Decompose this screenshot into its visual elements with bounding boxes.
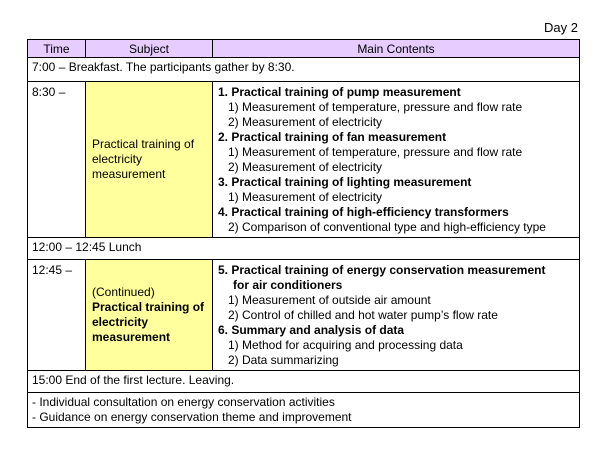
item-sub: 1) Measurement of outside air amount bbox=[228, 293, 431, 307]
item-sub: 1) Method for acquiring and processing data bbox=[228, 338, 463, 352]
breakfast-text: 7:00 – Breakfast. The participants gather by 8:30. bbox=[28, 58, 580, 82]
header-time: Time bbox=[28, 40, 86, 58]
item-sub: 2) Measurement of electricity bbox=[228, 115, 383, 129]
schedule-table bbox=[27, 39, 580, 428]
header-row bbox=[28, 40, 580, 58]
notes-cell bbox=[28, 393, 580, 428]
header-subject: Subject bbox=[86, 40, 213, 58]
item-heading: 6. Summary and analysis of data bbox=[218, 323, 405, 337]
note-line: - Individual consultation on energy conservation activities bbox=[32, 395, 335, 409]
session-1-contents bbox=[213, 82, 580, 238]
item-heading: 5. Practical training of energy conservation measurement bbox=[218, 263, 546, 277]
breakfast-row bbox=[28, 58, 580, 82]
session-2-subject-cell bbox=[86, 260, 213, 371]
item-sub: 2) Control of chilled and hot water pump’s flow rate bbox=[228, 308, 498, 322]
day-label: Day 2 bbox=[544, 20, 578, 35]
session-2-subject-prefix: (Continued) bbox=[92, 285, 155, 299]
item-heading: 1. Practical training of pump measurement bbox=[218, 85, 461, 99]
session-2-row bbox=[28, 260, 580, 371]
session-2-time: 12:45 – bbox=[28, 260, 86, 371]
item-sub: 2) Measurement of electricity bbox=[228, 160, 383, 174]
session-1-time: 8:30 – bbox=[28, 82, 86, 238]
session-1-row bbox=[28, 82, 580, 238]
session-1-subject: Practical training of electricity measurement bbox=[86, 82, 213, 238]
session-2-subject: Practical training of electricity measurement bbox=[92, 300, 205, 344]
item-sub: 2) Data summarizing bbox=[228, 353, 339, 367]
note-line: - Guidance on energy conservation theme and improvement bbox=[32, 410, 352, 424]
item-sub: 1) Measurement of electricity bbox=[228, 190, 383, 204]
item-sub: 2) Comparison of conventional type and high-efficiency type bbox=[228, 220, 546, 234]
item-heading-cont: for air conditioners bbox=[233, 278, 343, 292]
item-heading: 3. Practical training of lighting measurement bbox=[218, 175, 472, 189]
lunch-row bbox=[28, 238, 580, 260]
item-sub: 1) Measurement of temperature, pressure and flow rate bbox=[228, 145, 523, 159]
item-sub: 1) Measurement of temperature, pressure and flow rate bbox=[228, 100, 523, 114]
header-main-contents: Main Contents bbox=[213, 40, 580, 58]
session-2-contents bbox=[213, 260, 580, 371]
notes-row bbox=[28, 393, 580, 428]
item-heading: 4. Practical training of high-efficiency transformers bbox=[218, 205, 509, 219]
item-heading: 2. Practical training of fan measurement bbox=[218, 130, 447, 144]
end-text: 15:00 End of the first lecture. Leaving. bbox=[28, 371, 580, 393]
end-row bbox=[28, 371, 580, 393]
lunch-text: 12:00 – 12:45 Lunch bbox=[28, 238, 580, 260]
